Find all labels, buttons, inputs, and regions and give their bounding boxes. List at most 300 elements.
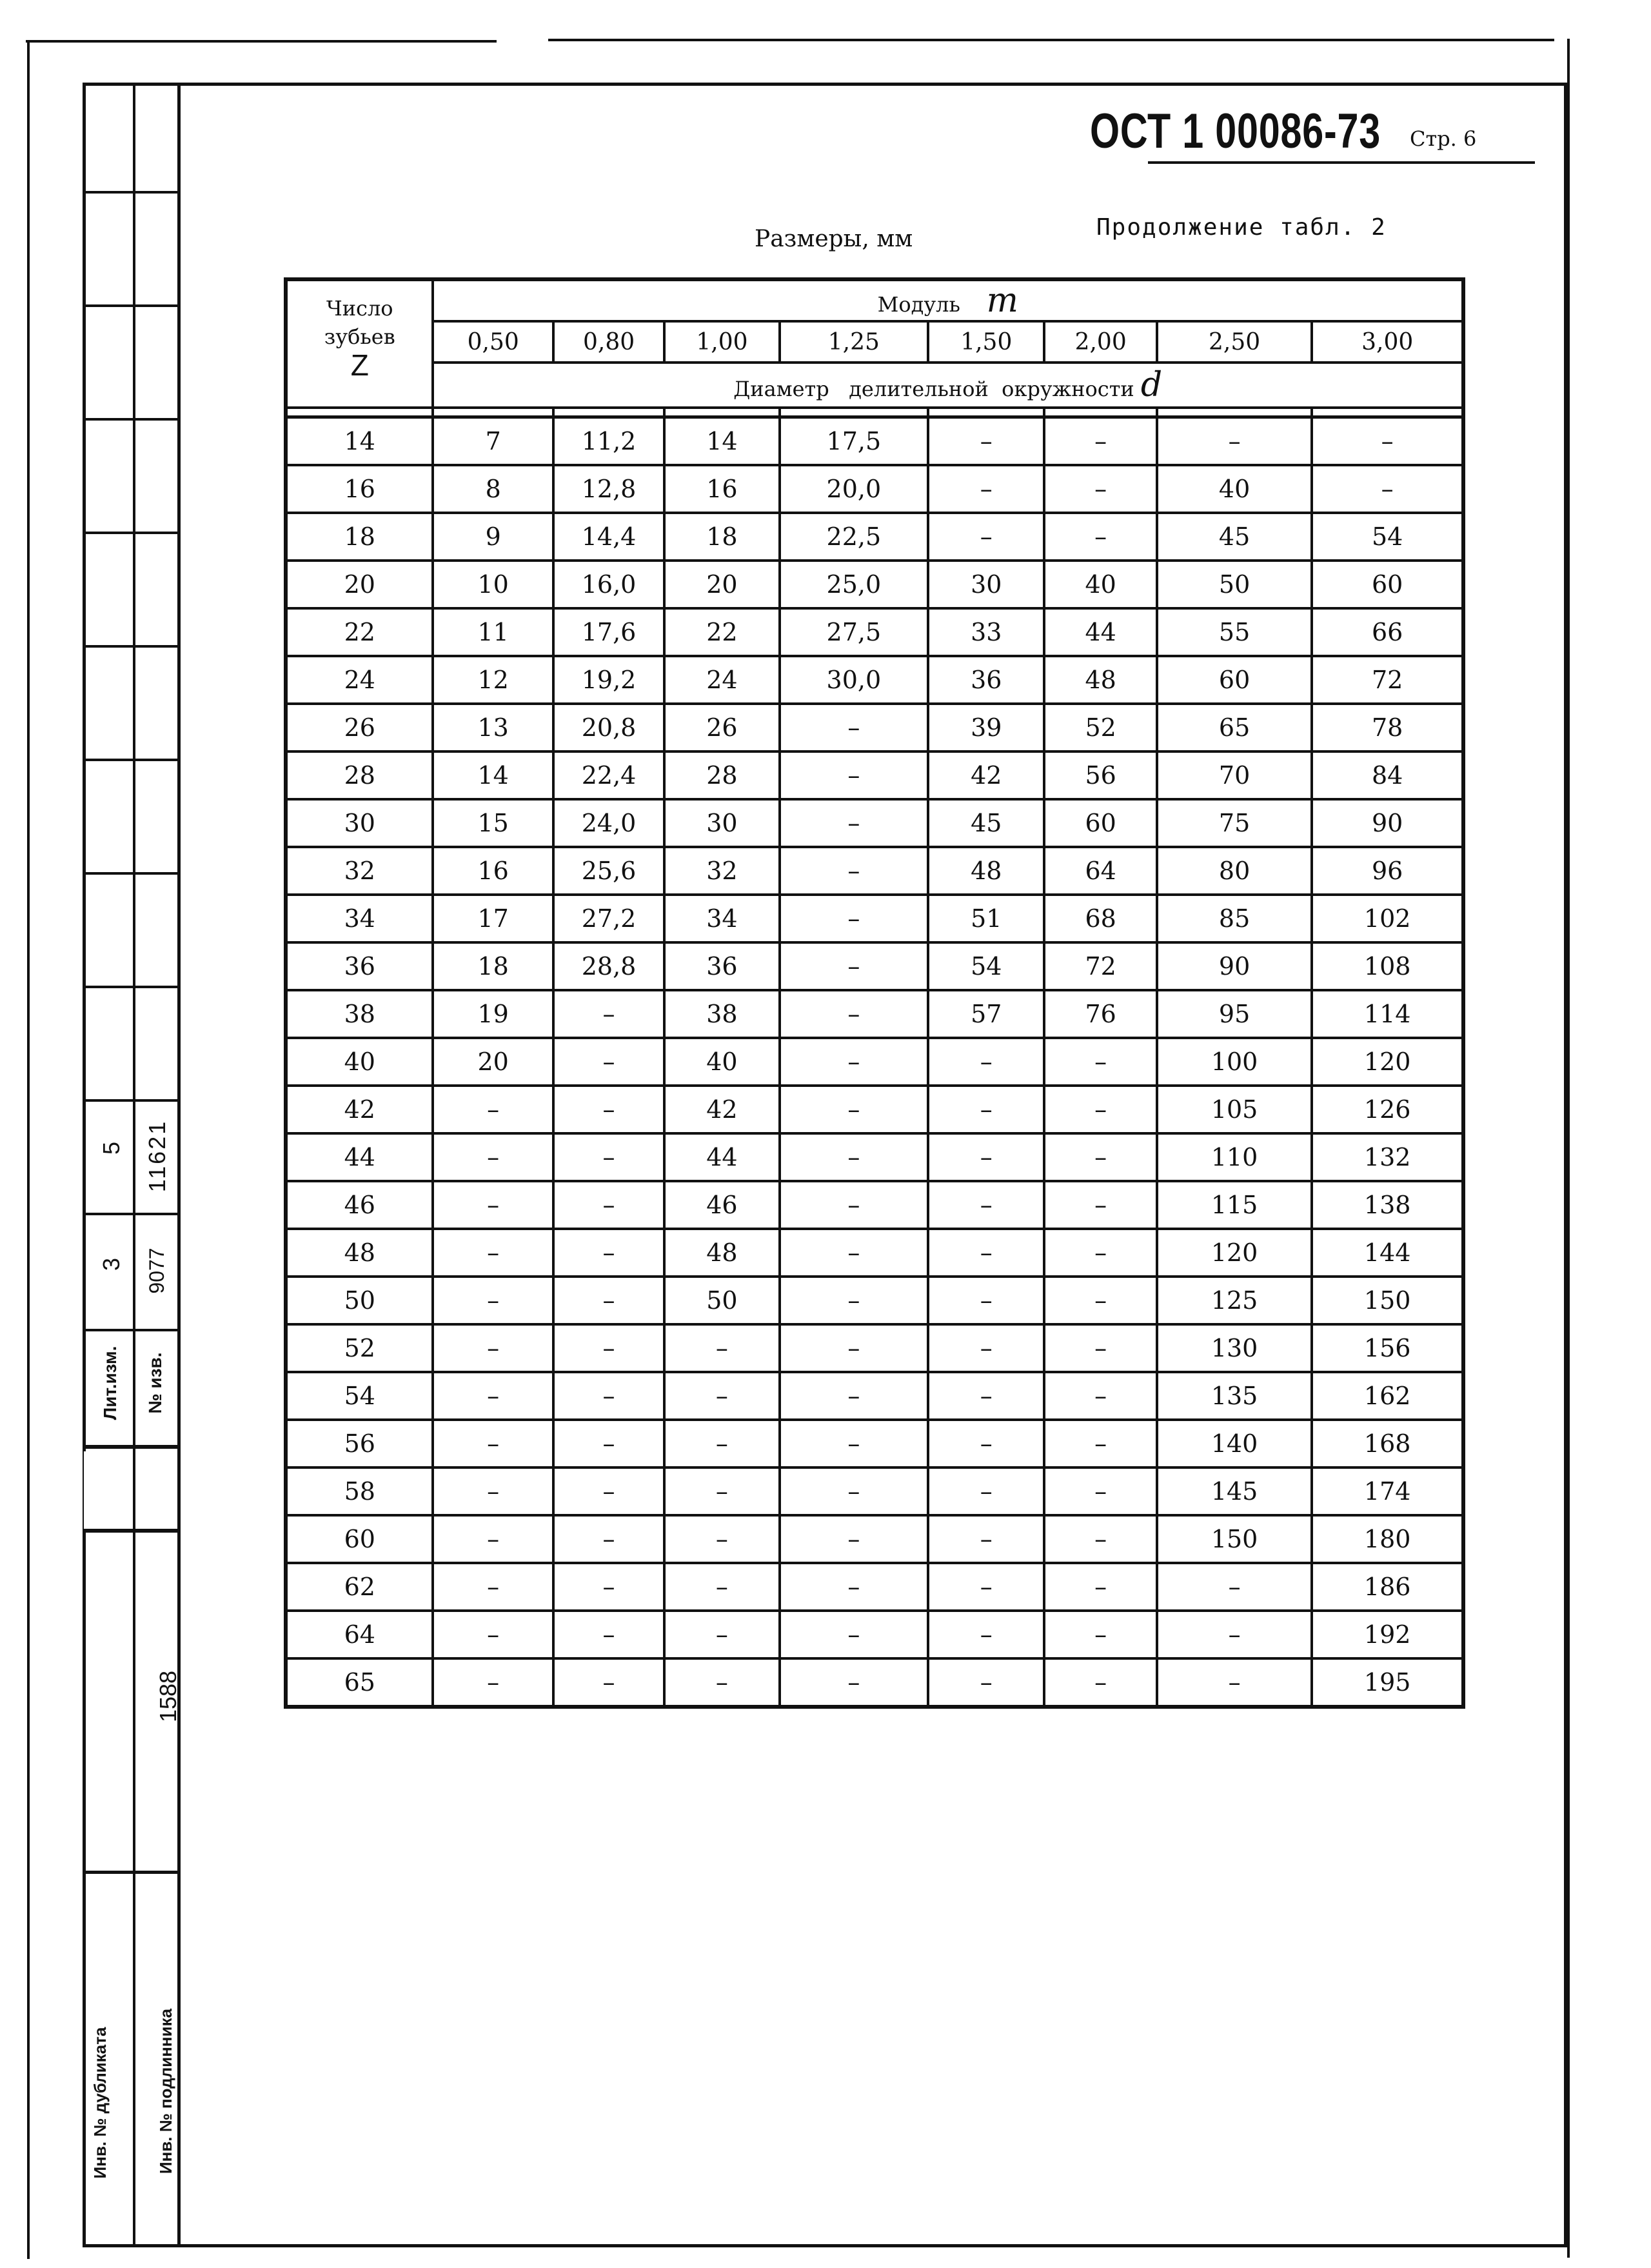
diameter-header: [433, 363, 1463, 408]
diameter-cell: –: [433, 1229, 553, 1277]
diameter-cell: 102: [1312, 895, 1463, 942]
diameter-cell: –: [553, 1372, 664, 1420]
diameter-cell: 52: [1044, 704, 1156, 751]
lit-izm-label: Лит.изм.: [100, 1346, 120, 1420]
teeth-count-cell: 60: [286, 1515, 433, 1563]
diameter-cell: 132: [1312, 1133, 1463, 1181]
diameter-cell: 38: [664, 990, 779, 1038]
table-row: [286, 1563, 1463, 1611]
diameter-cell: 42: [664, 1086, 779, 1133]
table-row: [286, 1515, 1463, 1563]
diameter-cell: 96: [1312, 847, 1463, 895]
diameter-cell: 125: [1157, 1277, 1312, 1324]
side-cell-line: [85, 1871, 181, 1874]
diameter-cell: –: [1044, 1611, 1156, 1658]
table-row: [286, 1181, 1463, 1229]
diameter-cell: 64: [1044, 847, 1156, 895]
diameter-cell: –: [928, 1133, 1044, 1181]
diameter-cell: 54: [1312, 513, 1463, 561]
diameter-cell: 195: [1312, 1658, 1463, 1707]
diameter-cell: 162: [1312, 1372, 1463, 1420]
diameter-cell: –: [928, 1420, 1044, 1467]
diameter-cell: –: [780, 1038, 928, 1086]
diameter-cell: –: [1044, 1229, 1156, 1277]
diameter-cell: –: [433, 1372, 553, 1420]
table-row: [286, 417, 1463, 466]
teeth-count-cell: 40: [286, 1038, 433, 1086]
table-row: [286, 1420, 1463, 1467]
table-row: [286, 990, 1463, 1038]
diameter-cell: –: [433, 1515, 553, 1563]
notice-number-9077: 9077: [145, 1248, 168, 1294]
diameter-cell: –: [928, 1611, 1044, 1658]
diameter-cell: 186: [1312, 1563, 1463, 1611]
teeth-count-cell: 44: [286, 1133, 433, 1181]
side-cell-line: [85, 532, 181, 534]
side-cell-line: [85, 191, 181, 194]
diameter-cell: 145: [1157, 1467, 1312, 1515]
teeth-count-cell: 32: [286, 847, 433, 895]
document-code: ОСТ 1 00086-73: [1090, 104, 1381, 159]
diameter-cell: 40: [1157, 465, 1312, 513]
table-body: [286, 417, 1463, 1707]
rev-number-3: 3: [98, 1257, 124, 1271]
diameter-cell: –: [553, 1467, 664, 1515]
diameter-cell: 150: [1312, 1277, 1463, 1324]
diameter-cell: –: [780, 1420, 928, 1467]
module-value: 1,00: [664, 321, 779, 363]
teeth-count-cell: 30: [286, 799, 433, 847]
diameter-cell: –: [928, 1515, 1044, 1563]
diameter-cell: –: [1157, 1611, 1312, 1658]
diameter-cell: 68: [1044, 895, 1156, 942]
table-row: [286, 1038, 1463, 1086]
diameter-cell: –: [780, 1563, 928, 1611]
diameter-cell: –: [553, 990, 664, 1038]
table-row: [286, 751, 1463, 799]
rev-number-5: 5: [98, 1141, 124, 1155]
teeth-count-cell: 62: [286, 1563, 433, 1611]
diameter-cell: –: [780, 942, 928, 990]
table-row: [286, 561, 1463, 608]
table-row: [286, 1324, 1463, 1372]
diameter-cell: 50: [1157, 561, 1312, 608]
diameter-cell: 27,2: [553, 895, 664, 942]
diameter-cell: 27,5: [780, 608, 928, 656]
table-row: [286, 608, 1463, 656]
teeth-count-cell: 46: [286, 1181, 433, 1229]
diameter-cell: 120: [1157, 1229, 1312, 1277]
diameter-cell: –: [928, 1277, 1044, 1324]
diameter-cell: –: [780, 990, 928, 1038]
diameter-cell: 48: [928, 847, 1044, 895]
module-values-row: [286, 321, 1463, 363]
table-row: [286, 1229, 1463, 1277]
diameter-cell: –: [1044, 1181, 1156, 1229]
diameter-cell: 156: [1312, 1324, 1463, 1372]
teeth-count-cell: 36: [286, 942, 433, 990]
diameter-cell: 20: [433, 1038, 553, 1086]
diameter-cell: 105: [1157, 1086, 1312, 1133]
diameter-cell: –: [780, 1229, 928, 1277]
teeth-header-line1: Число: [326, 296, 393, 321]
diameter-cell: –: [780, 895, 928, 942]
diameter-cell: –: [928, 1086, 1044, 1133]
side-cell-line: [85, 986, 181, 988]
diameter-cell: 45: [928, 799, 1044, 847]
diameter-cell: 126: [1312, 1086, 1463, 1133]
diameter-cell: –: [1044, 1038, 1156, 1086]
table-row: [286, 513, 1463, 561]
table-row: [286, 656, 1463, 704]
diameter-cell: 16: [433, 847, 553, 895]
table-row: [286, 1372, 1463, 1420]
diameter-cell: 40: [1044, 561, 1156, 608]
diameter-cell: 39: [928, 704, 1044, 751]
diameter-cell: 22: [664, 608, 779, 656]
diameter-cell: –: [553, 1515, 664, 1563]
diameter-cell: –: [928, 1467, 1044, 1515]
diameter-cell: 14: [433, 751, 553, 799]
teeth-symbol: Z: [350, 348, 369, 382]
diameter-cell: –: [433, 1467, 553, 1515]
diameter-cell: 22,5: [780, 513, 928, 561]
diameter-cell: 33: [928, 608, 1044, 656]
diameter-cell: –: [928, 513, 1044, 561]
diameter-cell: –: [433, 1420, 553, 1467]
diameter-cell: –: [433, 1563, 553, 1611]
diameter-cell: –: [433, 1086, 553, 1133]
diameter-cell: 24,0: [553, 799, 664, 847]
diameter-cell: –: [780, 1515, 928, 1563]
module-value: 0,80: [553, 321, 664, 363]
diameter-cell: 168: [1312, 1420, 1463, 1467]
diameter-cell: 11,2: [553, 417, 664, 466]
teeth-count-cell: 16: [286, 465, 433, 513]
diameter-cell: 28: [664, 751, 779, 799]
diameter-cell: –: [1044, 1086, 1156, 1133]
side-cell-line: [85, 1213, 181, 1215]
page-number: Стр. 6: [1410, 126, 1477, 151]
diameter-cell: 14: [664, 417, 779, 466]
diameter-label: Диаметр делительной окружности: [733, 377, 1134, 401]
diameter-cell: 13: [433, 704, 553, 751]
diameter-cell: 114: [1312, 990, 1463, 1038]
diameter-cell: 90: [1312, 799, 1463, 847]
diameter-cell: 192: [1312, 1611, 1463, 1658]
diameter-cell: –: [664, 1515, 779, 1563]
inv-duplicate-label: Инв. № дубликата: [90, 2027, 110, 2179]
diameter-cell: 14,4: [553, 513, 664, 561]
diameter-cell: –: [1044, 1277, 1156, 1324]
module-value: 1,25: [780, 321, 928, 363]
diameter-cell: 48: [1044, 656, 1156, 704]
diameter-cell: 44: [664, 1133, 779, 1181]
module-value: 0,50: [433, 321, 553, 363]
diameter-cell: 150: [1157, 1515, 1312, 1563]
diameter-cell: –: [1157, 1563, 1312, 1611]
diameter-cell: –: [553, 1324, 664, 1372]
diameter-cell: 174: [1312, 1467, 1463, 1515]
diameter-cell: –: [433, 1133, 553, 1181]
diameter-cell: –: [1157, 1658, 1312, 1707]
no-izv-label: № изв.: [145, 1352, 165, 1414]
diameter-cell: –: [780, 1611, 928, 1658]
diameter-cell: 80: [1157, 847, 1312, 895]
diameter-cell: 30,0: [780, 656, 928, 704]
table-row: [286, 942, 1463, 990]
diameter-cell: 9: [433, 513, 553, 561]
diameter-cell: –: [928, 1038, 1044, 1086]
diameter-cell: –: [928, 1324, 1044, 1372]
diameter-cell: 90: [1157, 942, 1312, 990]
side-cell-line: [85, 1445, 181, 1449]
diameter-cell: –: [1312, 417, 1463, 466]
inventory-number: 1588: [155, 1670, 181, 1723]
diameter-cell: 65: [1157, 704, 1312, 751]
table-row: [286, 1611, 1463, 1658]
diameter-cell: –: [433, 1181, 553, 1229]
diameter-cell: 16,0: [553, 561, 664, 608]
diameter-cell: –: [1044, 1658, 1156, 1707]
diameter-cell: 17,5: [780, 417, 928, 466]
diameter-cell: –: [553, 1611, 664, 1658]
diameter-cell: 66: [1312, 608, 1463, 656]
diameter-cell: –: [780, 1658, 928, 1707]
diameter-cell: –: [780, 1133, 928, 1181]
diameter-cell: –: [780, 1467, 928, 1515]
diameter-cell: 17: [433, 895, 553, 942]
module-value: 2,00: [1044, 321, 1156, 363]
outer-border-top-right: [548, 39, 1554, 41]
outer-border-left: [27, 40, 30, 2259]
diameter-cell: 140: [1157, 1420, 1312, 1467]
diameter-cell: 48: [664, 1229, 779, 1277]
notice-number-11621: 11621: [144, 1119, 170, 1193]
diameter-cell: 20: [664, 561, 779, 608]
diameter-cell: 11: [433, 608, 553, 656]
diameter-cell: 50: [664, 1277, 779, 1324]
diameter-cell: 15: [433, 799, 553, 847]
diameter-cell: 130: [1157, 1324, 1312, 1372]
table-row: [286, 1277, 1463, 1324]
units-label: Размеры, мм: [755, 226, 913, 252]
table-row: [286, 465, 1463, 513]
diameter-cell: –: [664, 1563, 779, 1611]
table-row: [286, 1133, 1463, 1181]
diameter-cell: 40: [664, 1038, 779, 1086]
side-cell-line: [85, 1099, 181, 1102]
diameter-cell: –: [780, 1372, 928, 1420]
diameter-cell: 138: [1312, 1181, 1463, 1229]
diameter-cell: 36: [664, 942, 779, 990]
diameter-cell: 56: [1044, 751, 1156, 799]
diameter-cell: –: [553, 1277, 664, 1324]
diameter-cell: 120: [1312, 1038, 1463, 1086]
diameter-cell: –: [664, 1658, 779, 1707]
diameter-cell: –: [780, 1277, 928, 1324]
diameter-cell: –: [1044, 513, 1156, 561]
diameter-cell: 95: [1157, 990, 1312, 1038]
diameter-cell: –: [553, 1658, 664, 1707]
teeth-count-cell: 56: [286, 1420, 433, 1467]
diameter-cell: 55: [1157, 608, 1312, 656]
diameter-cell: 20,8: [553, 704, 664, 751]
outer-border-top-left: [26, 40, 497, 43]
diameter-cell: –: [780, 847, 928, 895]
diameter-cell: 20,0: [780, 465, 928, 513]
diameter-cell: 60: [1044, 799, 1156, 847]
table-row: [286, 799, 1463, 847]
side-cell-line: [85, 418, 181, 421]
module-value: 2,50: [1157, 321, 1312, 363]
side-cell-line: [85, 1529, 181, 1533]
diameter-cell: 180: [1312, 1515, 1463, 1563]
diameter-cell: –: [433, 1658, 553, 1707]
diameter-cell: 25,0: [780, 561, 928, 608]
diameter-cell: –: [928, 1181, 1044, 1229]
document-code-underline: [1148, 161, 1535, 164]
diameter-cell: 7: [433, 417, 553, 466]
diameter-cell: –: [1044, 417, 1156, 466]
gear-diameter-table: [284, 277, 1465, 1709]
table-row: [286, 1467, 1463, 1515]
diameter-cell: 12,8: [553, 465, 664, 513]
teeth-column-header: [286, 279, 433, 408]
diameter-cell: 135: [1157, 1372, 1312, 1420]
diameter-cell: 26: [664, 704, 779, 751]
diameter-cell: 32: [664, 847, 779, 895]
diameter-cell: 34: [664, 895, 779, 942]
side-cell-line: [85, 645, 181, 648]
teeth-count-cell: 48: [286, 1229, 433, 1277]
diameter-cell: –: [664, 1420, 779, 1467]
teeth-count-cell: 18: [286, 513, 433, 561]
diameter-cell: –: [1157, 417, 1312, 466]
diameter-cell: –: [664, 1372, 779, 1420]
diameter-cell: 57: [928, 990, 1044, 1038]
diameter-cell: 110: [1157, 1133, 1312, 1181]
diameter-cell: 17,6: [553, 608, 664, 656]
table-row: [286, 704, 1463, 751]
inv-original-label: Инв. № подлинника: [156, 2008, 175, 2174]
teeth-count-cell: 26: [286, 704, 433, 751]
diameter-cell: 18: [433, 942, 553, 990]
side-stamp-divider: [133, 83, 135, 2247]
side-cell-line: [85, 1329, 181, 1331]
teeth-count-cell: 52: [286, 1324, 433, 1372]
diameter-cell: –: [664, 1611, 779, 1658]
diameter-cell: 108: [1312, 942, 1463, 990]
diameter-cell: 115: [1157, 1181, 1312, 1229]
teeth-count-cell: 54: [286, 1372, 433, 1420]
diameter-cell: 28,8: [553, 942, 664, 990]
diameter-cell: –: [780, 751, 928, 799]
diameter-cell: 60: [1157, 656, 1312, 704]
teeth-count-cell: 20: [286, 561, 433, 608]
teeth-count-cell: 22: [286, 608, 433, 656]
side-strip-gap: [84, 1451, 86, 1529]
teeth-count-cell: 24: [286, 656, 433, 704]
diameter-cell: 78: [1312, 704, 1463, 751]
diameter-cell: –: [553, 1133, 664, 1181]
diameter-cell: –: [928, 465, 1044, 513]
diameter-cell: 30: [928, 561, 1044, 608]
diameter-cell: –: [1044, 1515, 1156, 1563]
diameter-cell: –: [928, 1563, 1044, 1611]
diameter-cell: –: [553, 1420, 664, 1467]
diameter-cell: 18: [664, 513, 779, 561]
diameter-cell: 44: [1044, 608, 1156, 656]
diameter-cell: 51: [928, 895, 1044, 942]
teeth-count-cell: 65: [286, 1658, 433, 1707]
diameter-cell: –: [553, 1181, 664, 1229]
module-value: 3,00: [1312, 321, 1463, 363]
diameter-cell: 30: [664, 799, 779, 847]
diameter-cell: –: [928, 1372, 1044, 1420]
diameter-cell: 25,6: [553, 847, 664, 895]
diameter-cell: –: [433, 1324, 553, 1372]
side-cell-line: [85, 759, 181, 761]
diameter-cell: –: [1044, 1324, 1156, 1372]
diameter-cell: 85: [1157, 895, 1312, 942]
table-row: [286, 847, 1463, 895]
diameter-symbol: d: [1140, 366, 1163, 404]
side-cell-line: [85, 872, 181, 875]
diameter-cell: –: [780, 1324, 928, 1372]
diameter-cell: 22,4: [553, 751, 664, 799]
teeth-header-line2: зубьев: [324, 324, 395, 349]
diameter-cell: –: [433, 1611, 553, 1658]
diameter-cell: –: [1044, 1563, 1156, 1611]
diameter-cell: –: [928, 1229, 1044, 1277]
diameter-cell: 19,2: [553, 656, 664, 704]
diameter-cell: 10: [433, 561, 553, 608]
diameter-cell: 84: [1312, 751, 1463, 799]
teeth-count-cell: 64: [286, 1611, 433, 1658]
diameter-cell: 100: [1157, 1038, 1312, 1086]
diameter-cell: –: [1044, 1420, 1156, 1467]
diameter-cell: –: [553, 1563, 664, 1611]
diameter-cell: –: [1044, 1467, 1156, 1515]
teeth-count-cell: 38: [286, 990, 433, 1038]
diameter-cell: –: [1044, 465, 1156, 513]
diameter-cell: 72: [1044, 942, 1156, 990]
diameter-cell: 60: [1312, 561, 1463, 608]
diameter-cell: –: [553, 1038, 664, 1086]
diameter-cell: 46: [664, 1181, 779, 1229]
teeth-count-cell: 34: [286, 895, 433, 942]
diameter-cell: 42: [928, 751, 1044, 799]
module-header: [433, 279, 1463, 321]
diameter-cell: –: [780, 704, 928, 751]
diameter-cell: 12: [433, 656, 553, 704]
module-symbol: m: [986, 281, 1018, 320]
teeth-count-cell: 28: [286, 751, 433, 799]
diameter-cell: –: [664, 1324, 779, 1372]
diameter-cell: –: [780, 799, 928, 847]
table-row: [286, 895, 1463, 942]
diameter-cell: –: [1312, 465, 1463, 513]
teeth-count-cell: 42: [286, 1086, 433, 1133]
diameter-cell: 54: [928, 942, 1044, 990]
diameter-cell: –: [780, 1181, 928, 1229]
teeth-count-cell: 58: [286, 1467, 433, 1515]
diameter-cell: –: [928, 1658, 1044, 1707]
diameter-cell: 70: [1157, 751, 1312, 799]
table-continuation-label: Продолжение табл. 2: [1096, 214, 1387, 241]
diameter-cell: 16: [664, 465, 779, 513]
